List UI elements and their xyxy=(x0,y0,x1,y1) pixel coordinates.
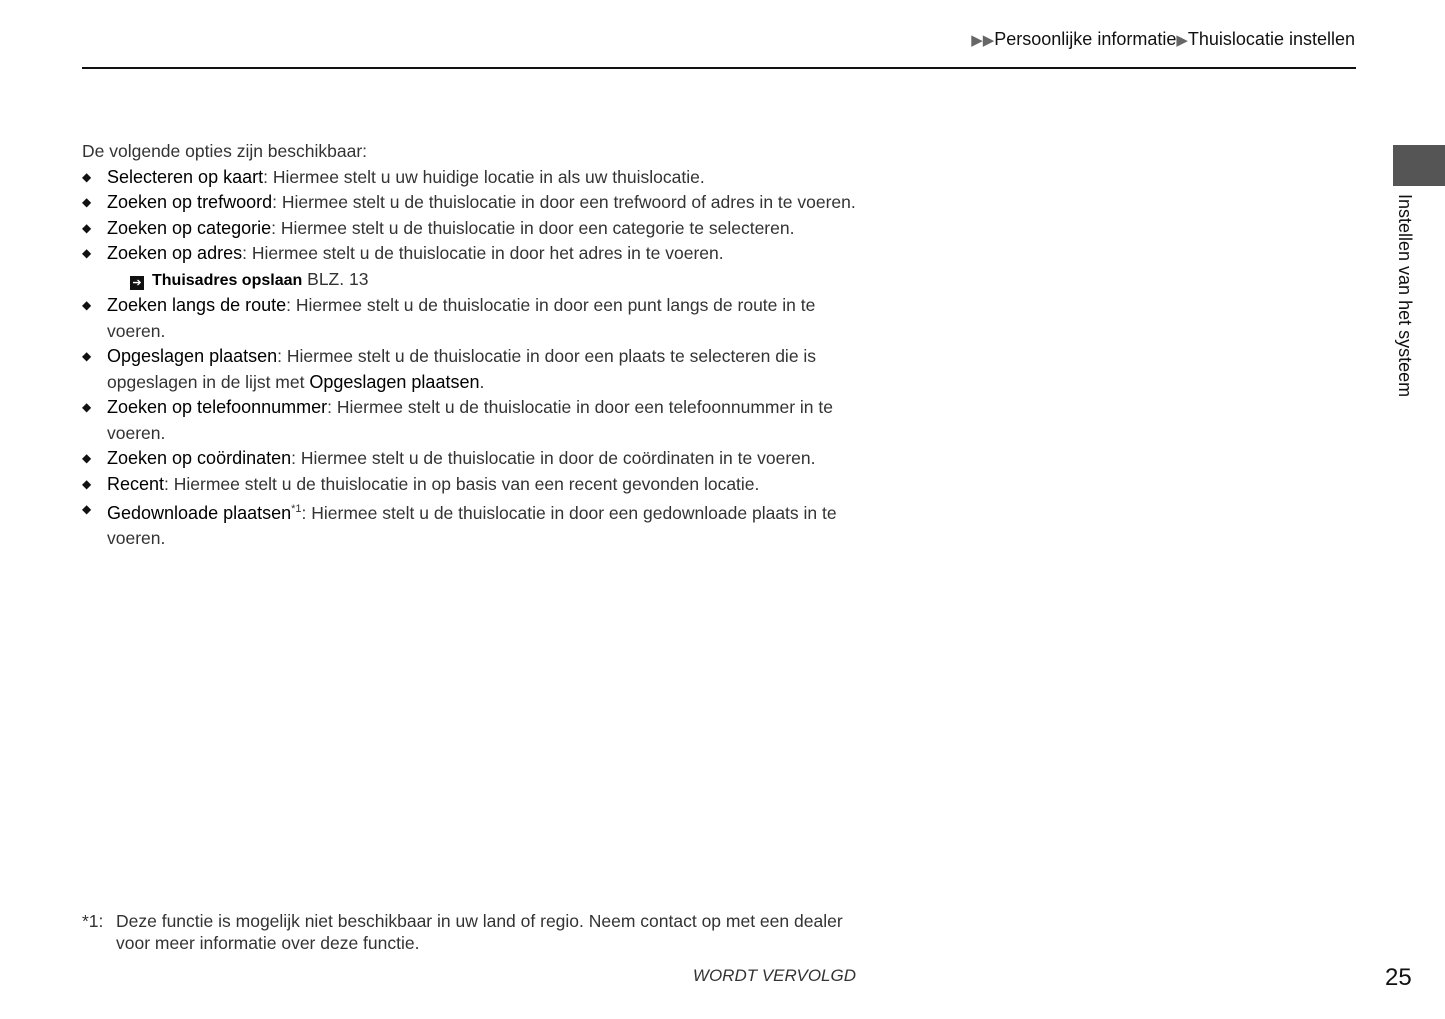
bullet-icon: ◆ xyxy=(82,400,92,414)
footnote-mark: *1: xyxy=(82,911,104,931)
option-term: Zoeken op trefwoord xyxy=(107,192,273,212)
intro-text: De volgende opties zijn beschikbaar: xyxy=(82,141,368,161)
option-desc: : Hiermee stelt u de thuislocatie in door de coördinaten in te voeren. xyxy=(291,448,816,468)
continued-label: WORDT VERVOLGD xyxy=(692,966,856,985)
bullet-icon: ◆ xyxy=(82,246,92,260)
list-item xyxy=(82,216,857,242)
list-item xyxy=(82,190,857,216)
page-number: 25 xyxy=(1385,964,1412,991)
bullet-icon: ◆ xyxy=(82,195,92,209)
option-desc: : Hiermee stelt u de thuislocatie in door een plaats te selecteren die is opgeslagen in de lijst met xyxy=(107,346,817,392)
option-desc: : Hiermee stelt u de thuislocatie in door een gedownloade plaats in te voeren. xyxy=(107,502,837,549)
list-item xyxy=(82,293,857,344)
option-desc: : Hiermee stelt u de thuislocatie in door een trefwoord of adres in te voeren. xyxy=(272,192,856,212)
bullet-icon: ◆ xyxy=(82,169,92,184)
bullet-icon: ◆ xyxy=(82,349,92,363)
footnote-marker: *1 xyxy=(291,503,302,515)
option-term: Zoeken langs de route xyxy=(107,295,287,315)
double-arrow-icon: ▶▶ xyxy=(971,32,995,49)
list-item xyxy=(82,165,857,191)
options-list xyxy=(82,165,857,552)
arrow-icon: ▶ xyxy=(1176,32,1188,49)
bullet-icon: ◆ xyxy=(82,476,92,491)
footnote xyxy=(82,910,852,954)
option-term: Zoeken op categorie xyxy=(107,217,272,238)
breadcrumb-page: Thuislocatie instellen xyxy=(1187,29,1355,49)
list-item xyxy=(82,446,857,472)
option-term: Gedownloade plaatsen xyxy=(107,502,292,523)
header-rule xyxy=(82,67,1356,69)
bullet-icon: ◆ xyxy=(82,502,92,516)
reference-page: BLZ. 13 xyxy=(307,268,369,289)
breadcrumb xyxy=(971,29,1355,50)
main-content xyxy=(82,139,857,552)
list-item xyxy=(82,472,857,498)
option-desc: : Hiermee stelt u uw huidige locatie in als uw thuislocatie. xyxy=(263,166,705,187)
option-term: Recent xyxy=(107,473,165,494)
option-term: Zoeken op adres xyxy=(107,243,243,263)
reference-label: Thuisadres opslaan xyxy=(152,271,303,289)
option-term: Opgeslagen plaatsen xyxy=(107,346,278,366)
list-item xyxy=(82,241,857,267)
option-desc: : Hiermee stelt u de thuislocatie in door een telefoonnummer in te voeren. xyxy=(107,397,833,443)
option-desc: : Hiermee stelt u de thuislocatie in door een punt langs de route in te voeren. xyxy=(107,295,816,341)
footnote-text: Deze functie is mogelijk niet beschikbaar in uw land of regio. Neem contact op met een dealer voor meer informatie over deze functie. xyxy=(116,911,843,953)
bullet-icon: ◆ xyxy=(82,451,92,465)
option-desc: : Hiermee stelt u de thuislocatie in door een categorie te selecteren. xyxy=(271,217,795,238)
bullet-icon: ◆ xyxy=(82,220,92,235)
option-term: Zoeken op coördinaten xyxy=(107,448,292,468)
list-item xyxy=(82,344,857,395)
option-term: Selecteren op kaart xyxy=(107,166,264,187)
list-item xyxy=(82,497,857,552)
breadcrumb-section: Persoonlijke informatie xyxy=(994,29,1177,49)
option-desc: : Hiermee stelt u de thuislocatie in door het adres in te voeren. xyxy=(242,243,724,263)
option-desc: . xyxy=(479,371,485,392)
cross-reference-link[interactable] xyxy=(82,267,857,294)
reference-arrow-icon: ➔ xyxy=(130,276,144,290)
chapter-tab-label: Instellen van het systeem xyxy=(1395,194,1415,398)
bullet-icon: ◆ xyxy=(82,298,92,312)
option-desc: : Hiermee stelt u de thuislocatie in op basis van een recent gevonden locatie. xyxy=(164,473,760,494)
chapter-tab-marker xyxy=(1393,145,1445,186)
list-item xyxy=(82,395,857,446)
option-term: Opgeslagen plaatsen xyxy=(309,371,480,392)
option-term: Zoeken op telefoonnummer xyxy=(107,397,328,417)
